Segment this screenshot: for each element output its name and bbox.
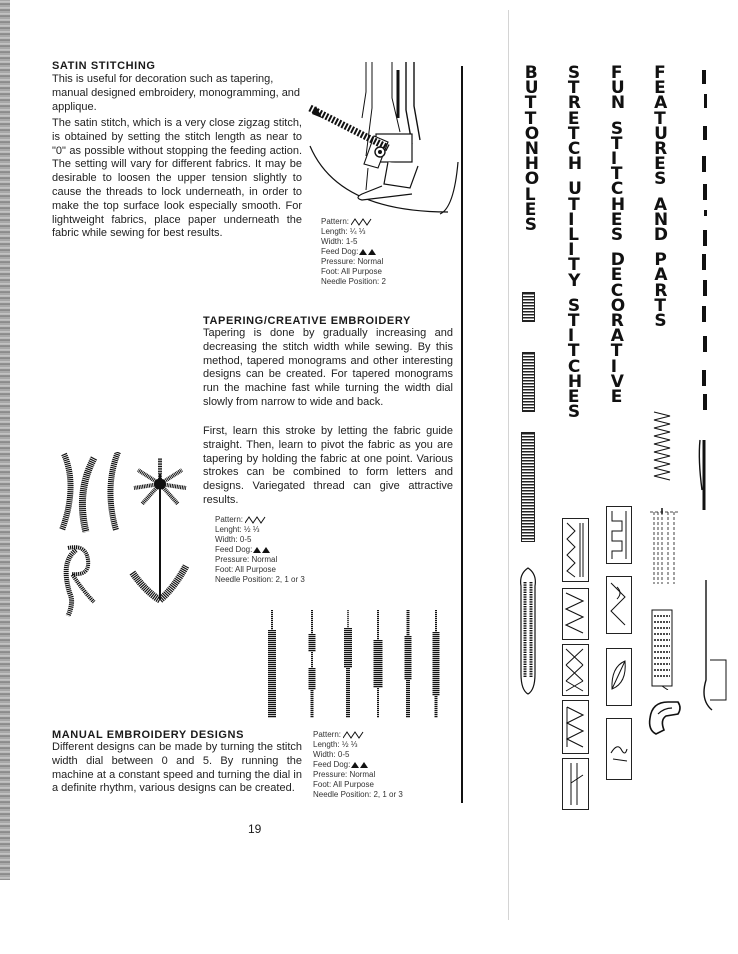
- tab-letter: S: [610, 225, 624, 246]
- tab-letter: C: [567, 139, 581, 160]
- corded-buttonhole-icon: [515, 566, 541, 696]
- tab-letter: S: [567, 295, 581, 316]
- tab-title-stretch-utility-stitches: [564, 63, 586, 423]
- bobbin-winder-illustration: [644, 694, 684, 738]
- tab-letter: S: [567, 402, 581, 423]
- zigzag-pattern-icon: [343, 731, 365, 739]
- tab-letter: S: [654, 169, 667, 190]
- tab-letter: I: [568, 240, 575, 261]
- tab-letter: S: [567, 63, 581, 83]
- leaf-stitch-icon: [606, 648, 632, 706]
- tab-letter: I: [610, 149, 618, 170]
- tab-title-fun-stitches-decorative: [607, 63, 629, 408]
- honeycomb-stitch-icon: [562, 644, 589, 696]
- tapering-technique: First, learn this stroke by letting the fabric guide straight. Then, learn to pivot the fabric as you are tapering by holding the fabric at one point. Various strokes can be combined to form letters and designs. Variegated thread can give attractive results.: [203, 425, 453, 506]
- setting-foot: Foot: All Purpose: [215, 565, 276, 574]
- tab-letter: T: [610, 164, 623, 185]
- tab-word: [654, 63, 668, 190]
- tab-letter: H: [610, 194, 626, 215]
- tab-letter: T: [610, 133, 623, 154]
- tab-letter: H: [567, 154, 583, 175]
- setting-foot: Foot: All Purpose: [313, 780, 374, 789]
- tapering-settings: [215, 515, 305, 585]
- tab-letter: N: [653, 209, 669, 230]
- tab-letter: A: [653, 194, 668, 215]
- tab-letter: R: [610, 311, 624, 332]
- tab-letter: C: [610, 280, 624, 301]
- tab-word: [610, 250, 626, 408]
- tab-letter: O: [610, 295, 626, 316]
- satin-stitch-settings: [321, 217, 386, 287]
- setting-feed-dog: Feed Dog:: [321, 247, 386, 257]
- tab-letter: O: [524, 123, 540, 144]
- tapering-body: Tapering is done by gradually increasing and decreasing the stitch width while sewing. By this method, tapered monograms and other interesting designs can be created. For tapered monograms run the machine fast while turning the width dial slowly from narrow to wide and back.: [203, 327, 453, 408]
- tab-letter: T: [654, 295, 667, 316]
- setting-pattern: Pattern:: [313, 730, 403, 740]
- tab-letter: Y: [568, 270, 581, 291]
- tab-letter: C: [610, 179, 624, 200]
- tab-letter: T: [524, 108, 537, 129]
- tab-letter: S: [654, 311, 667, 332]
- adjacent-page-tab-edge: [696, 60, 738, 780]
- tab-letter: T: [610, 341, 623, 362]
- tab-letter: O: [524, 169, 540, 190]
- tapering-heading: TAPERING/CREATIVE EMBROIDERY: [203, 315, 411, 327]
- tab-title-features-and-parts: [650, 63, 672, 332]
- tab-word: [567, 295, 583, 423]
- tab-letter: T: [568, 255, 580, 276]
- tab-letter: F: [610, 63, 623, 83]
- tab-letter: E: [610, 265, 623, 286]
- bird-motif-stitch-icon: [606, 718, 632, 780]
- tab-letter: U: [568, 179, 582, 200]
- setting-pattern: Pattern:: [215, 515, 305, 525]
- setting-feed-dog: Feed Dog:: [313, 760, 403, 770]
- tab-letter: E: [567, 108, 580, 129]
- page-fold-line: [508, 10, 509, 920]
- tab-letter: R: [567, 93, 581, 114]
- tapered-designs-illustration: [56, 452, 206, 628]
- tab-word: [524, 63, 540, 236]
- tab-word: [610, 63, 626, 114]
- tab-letter: S: [524, 215, 538, 236]
- tab-letter: U: [654, 123, 668, 144]
- setting-width: Width: 0-5: [215, 535, 252, 544]
- tab-letter: E: [654, 154, 666, 175]
- feed-dog-up-icon: [359, 249, 367, 255]
- tab-title-buttonholes: [521, 63, 543, 236]
- tab-letter: U: [610, 78, 625, 99]
- tab-letter: R: [654, 139, 668, 160]
- feed-dog-up-icon: [360, 762, 368, 768]
- tab-letter: U: [524, 78, 539, 99]
- spool-pin-illustration: [648, 506, 682, 586]
- tab-letter: I: [567, 326, 575, 347]
- tab-letter: T: [567, 311, 580, 332]
- tab-letter: V: [610, 371, 624, 392]
- feed-dog-up-icon: [253, 547, 261, 553]
- tab-letter: A: [654, 93, 668, 114]
- tab-word: [653, 194, 669, 246]
- tab-letter: C: [567, 356, 581, 377]
- tab-letter: T: [524, 93, 537, 114]
- page-number: 19: [248, 822, 262, 836]
- tab-word: [567, 63, 583, 175]
- tab-word: [610, 118, 626, 246]
- presser-foot-illustration: [308, 62, 460, 220]
- column-divider-rule: [461, 66, 463, 803]
- setting-pressure: Pressure: Normal: [321, 257, 384, 266]
- tab-letter: E: [654, 78, 666, 99]
- tab-letter: T: [568, 194, 580, 215]
- straight-stretch-stitch-icon: [562, 758, 589, 810]
- tab-letter: N: [524, 139, 539, 160]
- tab-letter: I: [568, 209, 575, 230]
- presser-foot-parts-illustration: [648, 606, 678, 690]
- setting-foot: Foot: All Purpose: [321, 267, 382, 276]
- setting-pressure: Pressure: Normal: [215, 555, 278, 564]
- setting-pattern: Pattern:: [321, 217, 386, 227]
- tab-word: [568, 179, 582, 291]
- tab-letter: H: [567, 371, 583, 392]
- tab-letter: T: [567, 123, 580, 144]
- tab-letter: L: [524, 184, 536, 205]
- zigzag-pattern-icon: [351, 218, 373, 226]
- setting-needle-position: Needle Position: 2: [321, 277, 386, 286]
- tab-letter: T: [567, 78, 580, 99]
- feed-dog-up-icon: [368, 249, 376, 255]
- tab-letter: T: [567, 341, 580, 362]
- setting-width: Width: 1-5: [321, 237, 358, 246]
- zigzag-pattern-icon: [245, 516, 267, 524]
- tab-letter: B: [524, 63, 538, 83]
- buttonhole-icon: [521, 432, 535, 542]
- tab-letter: E: [567, 387, 580, 408]
- greek-key-stitch-icon: [606, 506, 632, 564]
- tab-letter: L: [568, 225, 579, 246]
- decorative-wave-pattern-icon: [650, 410, 676, 482]
- tab-word: [654, 250, 668, 332]
- scanned-binding-edge: [0, 0, 10, 880]
- buttonhole-icon: [522, 352, 535, 412]
- tab-letter: T: [654, 108, 666, 129]
- tab-letter: S: [610, 118, 624, 139]
- manual-embroidery-heading: MANUAL EMBROIDERY DESIGNS: [52, 729, 245, 741]
- feed-dog-up-icon: [351, 762, 359, 768]
- setting-needle-position: Needle Position: 2, 1 or 3: [215, 575, 305, 584]
- setting-length: Length: ½ ⅓: [313, 740, 358, 749]
- tab-letter: D: [653, 225, 668, 246]
- scallop-stitch-icon: [606, 576, 632, 634]
- tab-letter: N: [610, 93, 626, 114]
- tab-letter: R: [654, 280, 668, 301]
- setting-length: Lenght: ½ ⅓: [215, 525, 260, 534]
- manual-embroidery-designs-illustration: [262, 606, 452, 726]
- tab-letter: D: [610, 250, 625, 271]
- tab-letter: A: [654, 265, 668, 286]
- tab-letter: E: [610, 387, 623, 408]
- manual-embroidery-settings: [313, 730, 403, 800]
- buttonhole-icon: [522, 292, 535, 322]
- satin-stitching-intro: This is useful for decoration such as tapering, manual designed embroidery, monogramming, and applique.: [52, 73, 301, 113]
- tab-letter: F: [654, 63, 666, 83]
- tab-letter: P: [654, 250, 667, 271]
- tab-letter: E: [524, 199, 537, 220]
- setting-width: Width: 0-5: [313, 750, 350, 759]
- setting-length: Length: ¼ ⅓: [321, 227, 366, 236]
- satin-stitching-heading: SATIN STITCHING: [52, 60, 156, 72]
- tab-letter: A: [610, 326, 624, 347]
- feed-dog-up-icon: [262, 547, 270, 553]
- setting-needle-position: Needle Position: 2, 1 or 3: [313, 790, 403, 799]
- setting-pressure: Pressure: Normal: [313, 770, 376, 779]
- blind-hem-stitch-icon: [562, 700, 589, 754]
- zigzag-stitch-icon: [562, 588, 589, 640]
- stretch-stitch-icon: [562, 518, 589, 582]
- tab-letter: I: [610, 356, 618, 377]
- tab-letter: E: [610, 209, 623, 230]
- setting-feed-dog: Feed Dog:: [215, 545, 305, 555]
- tab-letter: H: [524, 154, 539, 175]
- satin-stitching-body: The satin stitch, which is a very close zigzag stitch, is obtained by setting the stitch length as near to "0" as possible without stopping the feeding action. The setting will vary for different fabrics. It may be desirable to loosen the upper tension slightly to cause the threads to lock underneath, in order to make the top surface look especially smooth. For lightweight fabrics, place paper underneath the fabric while sewing for best results.: [52, 117, 302, 240]
- manual-embroidery-body: Different designs can be made by turning the stitch width dial between 0 and 5. By running the machine at a constant speed and turning the dial in a definite rhythm, various designs can be created.: [52, 741, 302, 795]
